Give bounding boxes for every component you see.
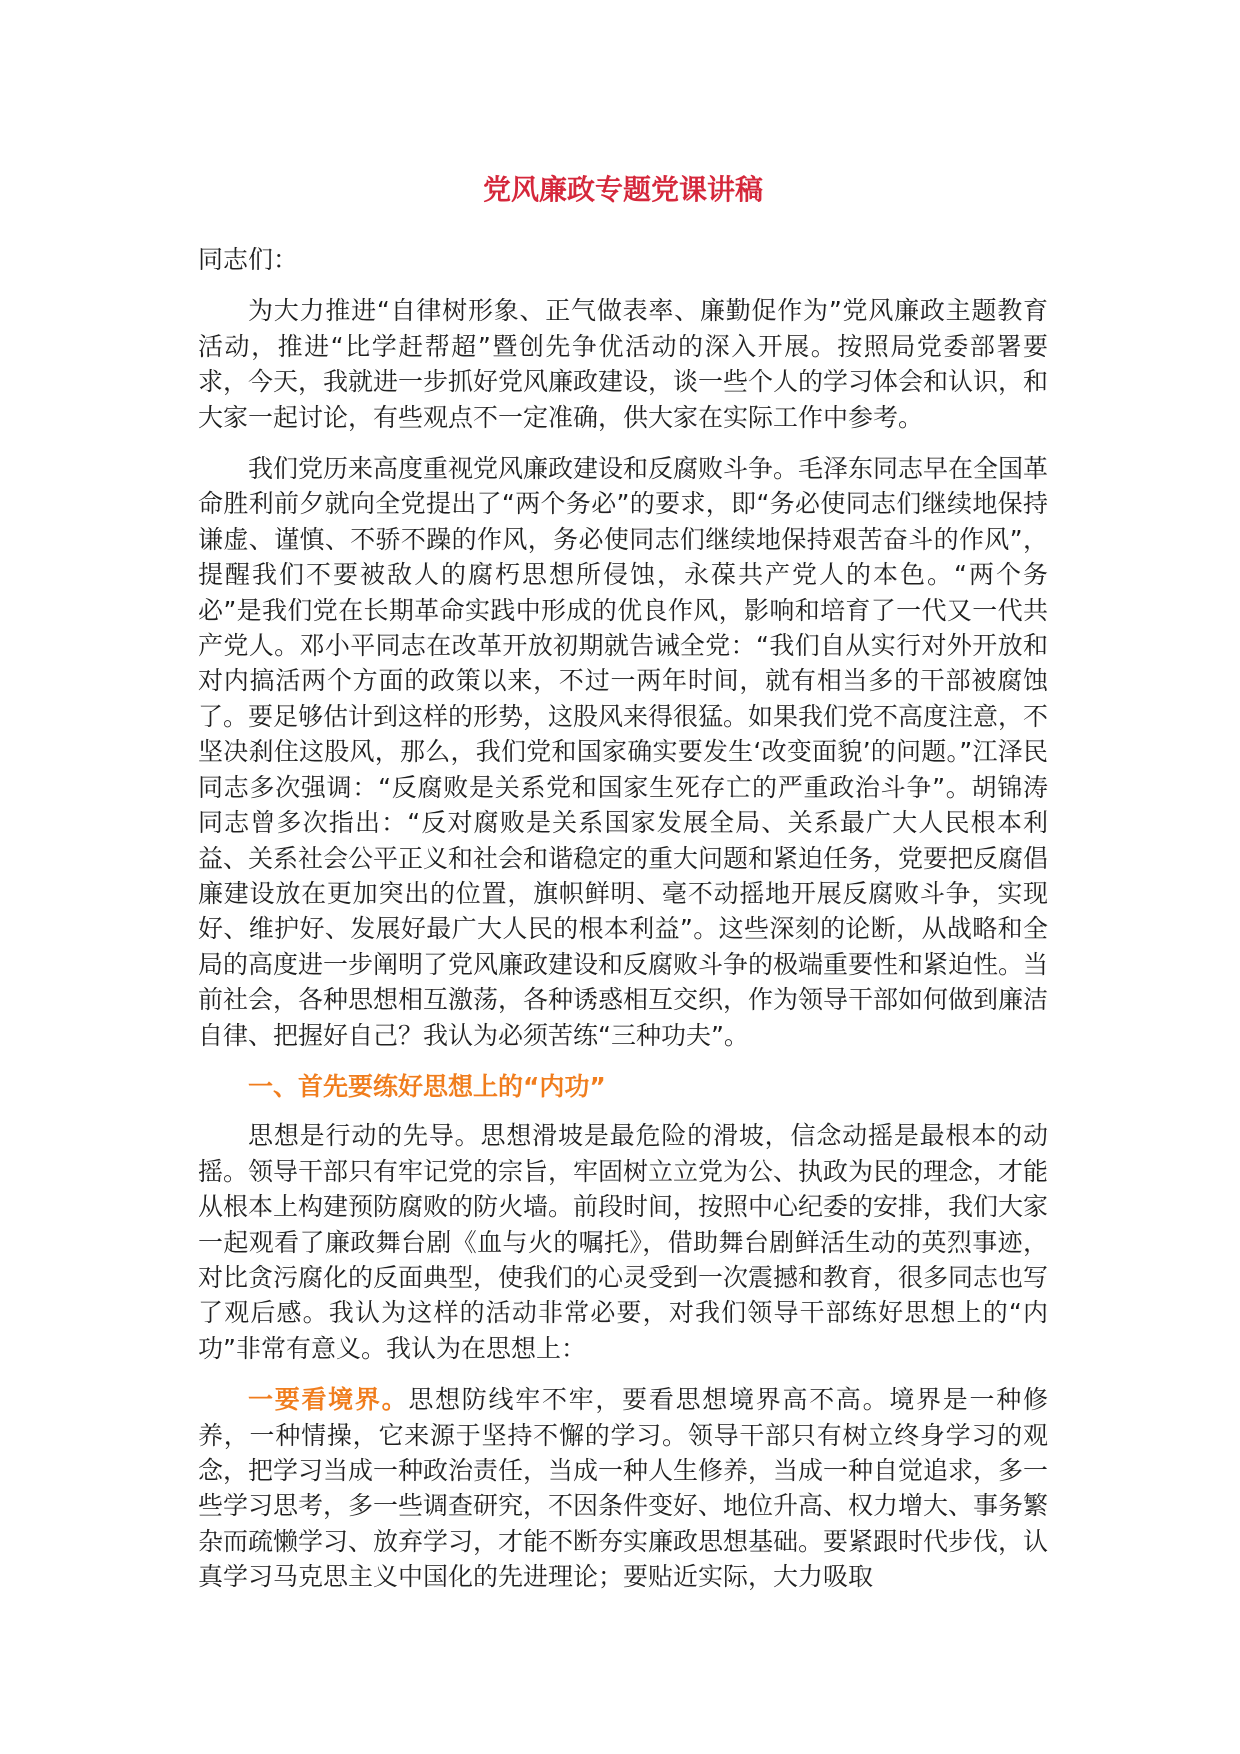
point-one-text: 思想防线牢不牢，要看思想境界高不高。境界是一种修养，一种情操，它来源于坚持不懈的学习。领导干部只有树立终身学习的观念，把学习当成一种政治责任，当成一种人生修养，当成一种自觉追求，多一些学习思考，多一些调查研究，不因条件变好、地位升高、权力增大、事务繁杂而疏懒学习、放弃学习，才能不断夯实廉政思想基础。要紧跟时代步伐，认真学习马克思主义中国化的先进理论；要贴近实际，大力吸取: [198, 1385, 1049, 1592]
section-heading: 一、首先要练好思想上的“内功”: [248, 1071, 606, 1101]
salutation: 同志们：: [198, 245, 299, 274]
document-title: 党风廉政专题党课讲稿: [482, 173, 763, 206]
paragraph-intro: 为大力推进“自律树形象、正气做表率、廉勤促作为”党风廉政主题教育活动，推进“比学赶帮超”暨创先争优活动的深入开展。按照局党委部署要求，今天，我就进一步抓好党风廉政建设，谈一些个人的学习体会和认识，和大家一起讨论，有些观点不一定准确，供大家在实际工作中参考。: [198, 296, 1049, 432]
paragraph-point-one: [198, 1382, 1048, 1594]
paragraph-history: 我们党历来高度重视党风廉政建设和反腐败斗争。毛泽东同志早在全国革命胜利前夕就向全党提出了“两个务必”的要求，即“务必使同志们继续地保持谦虚、谨慎、不骄不躁的作风，务必使同志们继续地保持艰苦奋斗的作风”，提醒我们不要被敌人的腐朽思想所侵蚀，永葆共产党人的本色。“两个务必”是我们党在长期革命实践中形成的优良作风，影响和培育了一代又一代共产党人。邓小平同志在改革开放初期就告诫全党：“我们自从实行对外开放和对内搞活两个方面的政策以来，不过一两年时间，就有相当多的干部被腐蚀了。要足够估计到这样的形势，这股风来得很猛。如果我们党不高度注意，不坚决刹住这股风，那么，我们党和国家确实要发生‘改变面貌’的问题。”江泽民同志多次强调：“反腐败是关系党和国家生死存亡的严重政治斗争”。胡锦涛同志曾多次指出：“反对腐败是关系国家发展全局、关系最广大人民根本利益、关系社会公平正义和社会和谐稳定的重大问题和紧迫任务，党要把反腐倡廉建设放在更加突出的位置，旗帜鲜明、毫不动摇地开展反腐败斗争，实现好、维护好、发展好最广大人民的根本利益”。这些深刻的论断，从战略和全局的高度进一步阐明了党风廉政建设和反腐败斗争的极端重要性和紧迫性。当前社会，各种思想相互激荡，各种诱惑相互交织，作为领导干部如何做到廉洁自律、把握好自己？我认为必须苦练“三种功夫”。: [198, 454, 1049, 1050]
document-body: [198, 170, 1048, 1595]
paragraph-section-one: 思想是行动的先导。思想滑坡是最危险的滑坡，信念动摇是最根本的动摇。领导干部只有牢记党的宗旨，牢固树立立党为公、执政为民的理念，才能从根本上构建预防腐败的防火墙。前段时间，按照中心纪委的安排，我们大家一起观看了廉政舞台剧《血与火的嘱托》，借助舞台剧鲜活生动的英烈事迹，对比贪污腐化的反面典型，使我们的心灵受到一次震撼和教育，很多同志也写了观后感。我认为这样的活动非常必要，对我们领导干部练好思想上的“内功”非常有意义。我认为在思想上：: [198, 1121, 1049, 1363]
point-one-lead: 一要看境界。: [248, 1385, 409, 1415]
